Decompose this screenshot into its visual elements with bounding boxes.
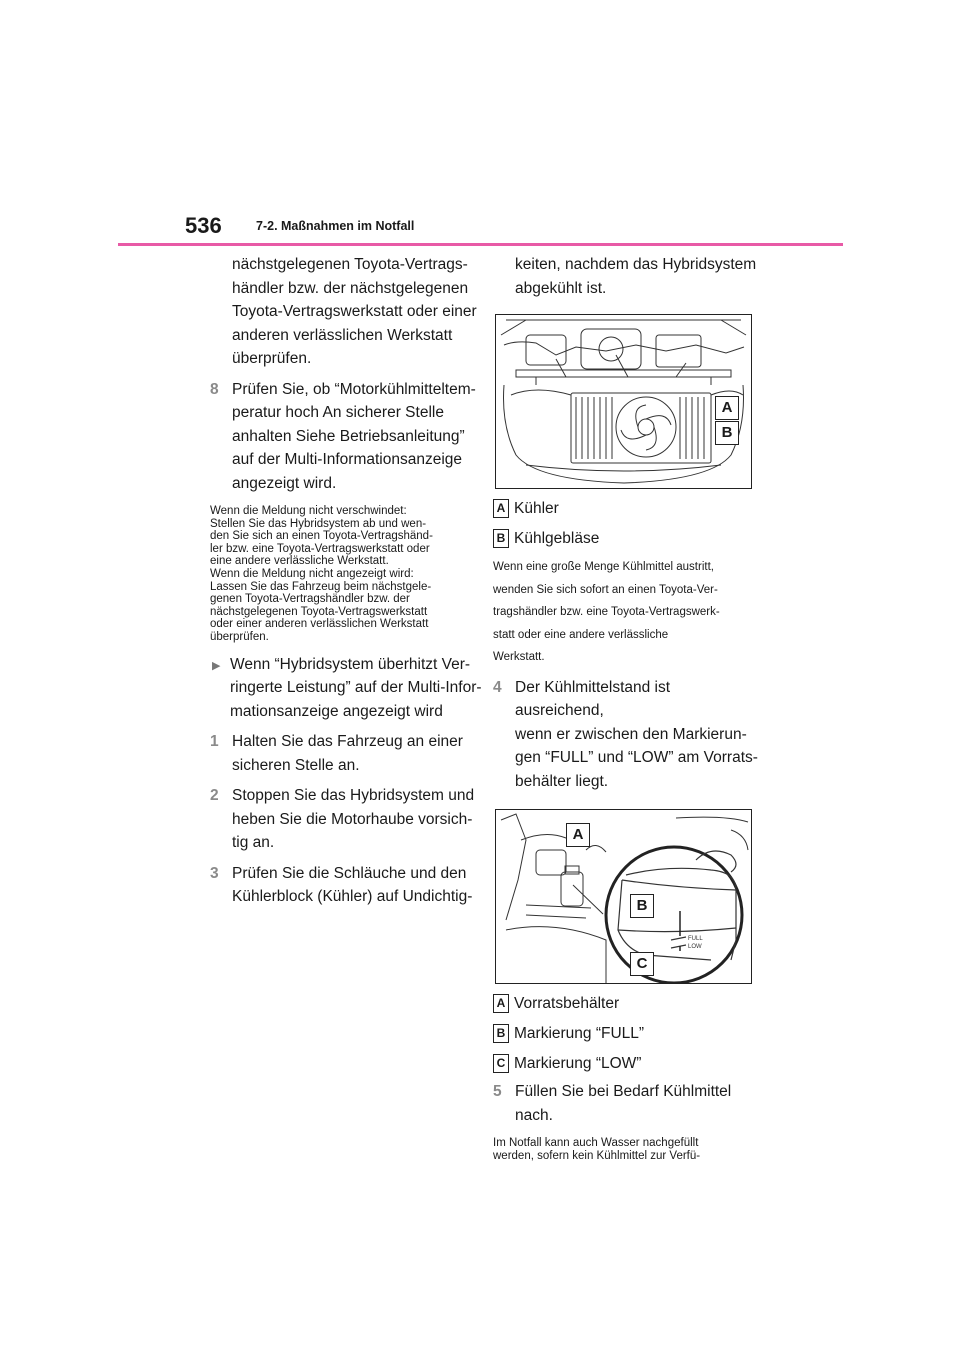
text-line: tig an.: [232, 834, 275, 852]
text-line: ringerte Leistung” auf der Multi-Infor-: [230, 679, 482, 697]
text-line: werden, sofern kein Kühlmittel zur Verfü-: [493, 1149, 701, 1162]
legend-item: [493, 994, 758, 1013]
text-line: keiten, nachdem das Hybridsystem: [515, 256, 757, 273]
note-text: [493, 1137, 758, 1162]
text-line: Wenn “Hybridsystem überhitzt Ver-: [230, 655, 471, 673]
full-mark: FULL: [688, 936, 703, 942]
step-number: 3: [210, 864, 219, 882]
legend-key: C: [493, 1054, 509, 1073]
text-line: überprüfen.: [210, 630, 269, 643]
text-line: gen “FULL” und “LOW” am Vorrats-: [515, 749, 758, 766]
triangle-right-icon: ▶: [212, 659, 221, 672]
section-title: 7-2. Maßnahmen im Notfall: [256, 219, 415, 233]
step-number: 8: [210, 380, 219, 398]
text-line: mationsanzeige angezeigt wird: [230, 702, 443, 720]
text-line: anhalten Siehe Betriebsanleitung”: [232, 427, 465, 445]
low-mark: LOW: [688, 944, 702, 950]
callout-a: A: [715, 396, 739, 420]
text-line: angezeigt wird.: [232, 474, 337, 492]
text-line: ler bzw. eine Toyota-Vertragswerkstatt oder: [210, 542, 430, 555]
text-line: Stellen Sie das Hybridsystem ab und wen-: [210, 517, 427, 530]
step-5: [493, 1080, 758, 1127]
text-line: Wenn eine große Menge Kühlmittel austritt,: [493, 561, 714, 573]
text-line: wenn er zwischen den Markierun-: [515, 725, 747, 743]
callout-c: C: [630, 952, 654, 976]
condition-heading: [210, 653, 495, 724]
text-line: händler bzw. der nächstgelegenen: [232, 279, 469, 297]
step-1: [210, 730, 495, 777]
text-line: Werkstatt.: [493, 651, 545, 663]
right-column: [493, 253, 758, 1162]
text-line: nächstgelegenen Toyota-Vertragswerkstatt: [210, 605, 428, 618]
step-4: [493, 676, 758, 794]
text-line: heben Sie die Motorhaube vorsich-: [232, 810, 473, 828]
legend-key: A: [493, 499, 509, 518]
text-line: Der Kühlmittelstand ist ausreichend,: [515, 678, 671, 719]
step-number: 4: [493, 678, 502, 696]
legend-text: Vorratsbehälter: [514, 994, 620, 1012]
text-line: Lassen Sie das Fahrzeug beim nächstgele-: [210, 580, 432, 593]
text-line: eine andere verlässliche Werkstatt.: [210, 555, 389, 568]
text-line: Wenn die Meldung nicht verschwindet:: [210, 505, 407, 517]
text-line: Prüfen Sie die Schläuche und den: [232, 864, 467, 882]
legend-item: [493, 499, 758, 518]
text-line: nach.: [515, 1106, 553, 1124]
header-rule: [118, 243, 843, 246]
text-line: Stoppen Sie das Hybridsystem und: [232, 787, 475, 805]
step-number: 2: [210, 787, 219, 805]
legend-key: B: [493, 529, 509, 548]
text-line: überprüfen.: [232, 350, 312, 367]
text-line: auf der Multi-Informationsanzeige: [232, 451, 463, 468]
text-line: den Sie sich an einen Toyota-Vertragshänd-: [210, 530, 433, 543]
callout-a: A: [566, 823, 590, 847]
note-text: [493, 556, 758, 669]
callout-b: B: [715, 421, 739, 445]
engine-bay-illustration: [496, 315, 751, 488]
step-number: 1: [210, 733, 219, 751]
text-line: sicheren Stelle an.: [232, 756, 360, 774]
legend-item: [493, 529, 758, 548]
callout-b: B: [630, 894, 654, 918]
step-3: [210, 862, 495, 909]
text-line: Füllen Sie bei Bedarf Kühlmittel: [515, 1083, 732, 1100]
text-line: Prüfen Sie, ob “Motorkühlmitteltem-: [232, 380, 476, 398]
legend-item: [493, 1024, 758, 1043]
legend-text: Markierung “FULL”: [514, 1024, 645, 1042]
page-number: 536: [185, 213, 222, 238]
text-line: Im Notfall kann auch Wasser nachgefüllt: [493, 1137, 699, 1149]
text-line: oder einer anderen verlässlichen Werkstatt: [210, 618, 429, 631]
reservoir-figure: [495, 809, 752, 984]
text-line: peratur hoch An sicherer Stelle: [232, 404, 444, 421]
text-line: wenden Sie sich sofort an einen Toyota-Ver-: [493, 583, 718, 596]
text-line: Kühlerblock (Kühler) auf Undichtig-: [232, 888, 473, 906]
text-line: abgekühlt ist.: [515, 279, 607, 297]
legend-text: Kühler: [514, 499, 559, 517]
legend-key: A: [493, 994, 509, 1013]
text-line: nächstgelegenen Toyota-Vertrags-: [232, 256, 468, 273]
legend-text: Kühlgebläse: [514, 529, 600, 547]
legend-key: B: [493, 1024, 509, 1043]
step-2: [210, 784, 495, 855]
step-8: [210, 378, 495, 496]
text-line: genen Toyota-Vertragshändler bzw. der: [210, 593, 410, 606]
radiator-figure: [495, 314, 752, 489]
legend-text: Markierung “LOW”: [514, 1054, 642, 1072]
text-line: statt oder eine andere verlässliche: [493, 628, 669, 641]
continuation-text: [210, 253, 495, 371]
continuation-text: [493, 253, 758, 300]
text-line: anderen verlässlichen Werkstatt: [232, 326, 453, 344]
text-line: behälter liegt.: [515, 772, 609, 790]
text-line: Wenn die Meldung nicht angezeigt wird:: [210, 567, 414, 580]
left-column: [210, 253, 495, 909]
text-line: tragshändler bzw. eine Toyota-Vertragswerk-: [493, 606, 720, 618]
legend-item: [493, 1054, 758, 1073]
reservoir-illustration: [496, 810, 751, 983]
step-number: 5: [493, 1083, 502, 1100]
text-line: Halten Sie das Fahrzeug an einer: [232, 733, 463, 751]
text-line: Toyota-Vertragswerkstatt oder einer: [232, 303, 477, 320]
note-text: [210, 505, 495, 644]
